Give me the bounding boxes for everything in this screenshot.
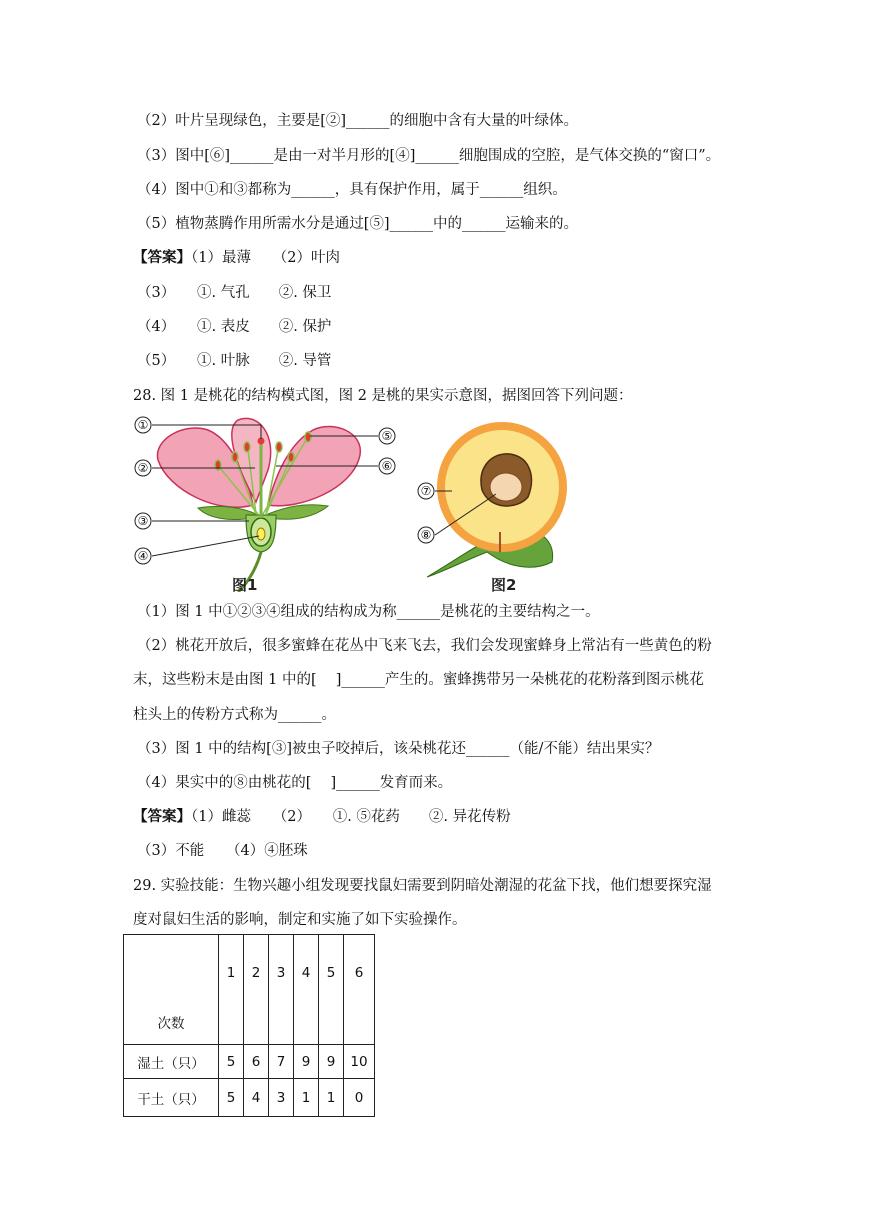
value-cell: 5: [219, 1079, 244, 1117]
fig1-label-1: ①: [137, 418, 149, 432]
value-cell: 6: [244, 1045, 269, 1079]
q27-sub4: （4）图中①和③都称为______，具有保护作用，属于______组织。: [137, 182, 567, 198]
row-label-cell: 湿土（只）: [124, 1045, 219, 1079]
q28-answer-1: [133, 807, 511, 827]
value-cell: 9: [294, 1045, 319, 1079]
value-cell: 10: [344, 1045, 375, 1079]
q27-sub5: （5）植物蒸腾作用所需水分是通过[⑤]______中的______运输来的。: [137, 216, 579, 232]
q27-sub3: （3）图中[⑥]______是由一对半月形的[④]______细胞围成的空腔，是气体交换的“窗口”。: [137, 148, 721, 164]
trial-cell: 4: [294, 935, 319, 1045]
header-label-cell: 次数: [124, 935, 219, 1045]
fig1-label-4: ④: [137, 549, 149, 563]
ovule: [257, 528, 265, 540]
value-cell: 5: [219, 1045, 244, 1079]
q27-answer-5: （5） ①. 叶脉 ②. 导管: [137, 353, 332, 369]
value-cell: 1: [319, 1079, 344, 1117]
q28-sub2-line2: 末，这些粉末是由图 1 中的[ ]______产生的。蜜蜂携带另一朵桃花的花粉落到图示桃花: [133, 672, 704, 688]
q28-sub3: （3）图 1 中的结构[③]被虫子咬掉后，该朵桃花还______（能/不能）结出果实？: [137, 741, 660, 757]
table-row: [124, 1079, 375, 1117]
answer-key-label: 【答案】: [133, 808, 191, 825]
trial-cell: 5: [319, 935, 344, 1045]
row-label-cell: 干土（只）: [124, 1079, 219, 1117]
fig2-label-7: ⑦: [420, 484, 432, 498]
value-cell: 0: [344, 1079, 375, 1117]
fig1-caption: 图1: [232, 576, 258, 594]
q27-answer-3: （3） ①. 气孔 ②. 保卫: [137, 285, 332, 301]
table-header-row: [124, 935, 375, 1045]
answer-text: （1）雌蕊 （2） ①. ⑤花药 ②. 异花传粉: [191, 809, 511, 825]
peach-fruit-figure: [412, 412, 572, 582]
trial-cell: 2: [244, 935, 269, 1045]
answer-text: （1）最薄 （2）叶肉: [191, 250, 340, 266]
value-cell: 1: [294, 1079, 319, 1117]
peach-flower-figure: [128, 410, 408, 592]
fig1-label-5: ⑤: [381, 429, 393, 443]
trial-cell: 1: [219, 935, 244, 1045]
q27-answer-4: （4） ①. 表皮 ②. 保护: [137, 319, 332, 335]
q28-sub4: （4）果实中的⑧由桃花的[ ]______发育而来。: [137, 775, 453, 791]
trial-cell: 3: [269, 935, 294, 1045]
value-cell: 9: [319, 1045, 344, 1079]
q28-answer-2: （3）不能 （4）④胚珠: [137, 843, 308, 859]
q28-sub1: （1）图 1 中①②③④组成的结构成为称______是桃花的主要结构之一。: [137, 604, 600, 620]
fig2-label-8: ⑧: [420, 528, 432, 542]
value-cell: 3: [269, 1079, 294, 1117]
fig1-label-3: ③: [137, 514, 149, 528]
q28-sub2-line3: 柱头上的传粉方式称为______。: [133, 707, 336, 723]
q28-sub2-line1: （2）桃花开放后，很多蜜蜂在花丛中飞来飞去，我们会发现蜜蜂身上常沾有一些黄色的粉: [137, 638, 712, 654]
fig1-label-2: ②: [137, 461, 149, 475]
answer-key-label: 【答案】: [133, 249, 191, 266]
table-row: [124, 1045, 375, 1079]
fig2-caption: 图2: [491, 576, 517, 594]
fig1-label-6: ⑥: [381, 459, 393, 473]
q27-answer-1: [133, 248, 340, 268]
sepal-right: [268, 505, 328, 520]
q29-stem-line2: 度对鼠妇生活的影响，制定和实施了如下实验操作。: [133, 912, 467, 928]
peach-seed: [490, 473, 522, 501]
q28-stem: 28. 图 1 是桃花的结构模式图，图 2 是桃的果实示意图，据图回答下列问题：: [133, 388, 633, 404]
q27-sub2: （2）叶片呈现绿色，主要是[②]______的细胞中含有大量的叶绿体。: [137, 113, 579, 129]
value-cell: 4: [244, 1079, 269, 1117]
value-cell: 7: [269, 1045, 294, 1079]
q29-stem-line1: 29. 实验技能：生物兴趣小组发现要找鼠妇需要到阴暗处潮湿的花盆下找，他们想要探究湿: [133, 878, 712, 894]
experiment-table: [123, 934, 375, 1117]
trial-cell: 6: [344, 935, 375, 1045]
